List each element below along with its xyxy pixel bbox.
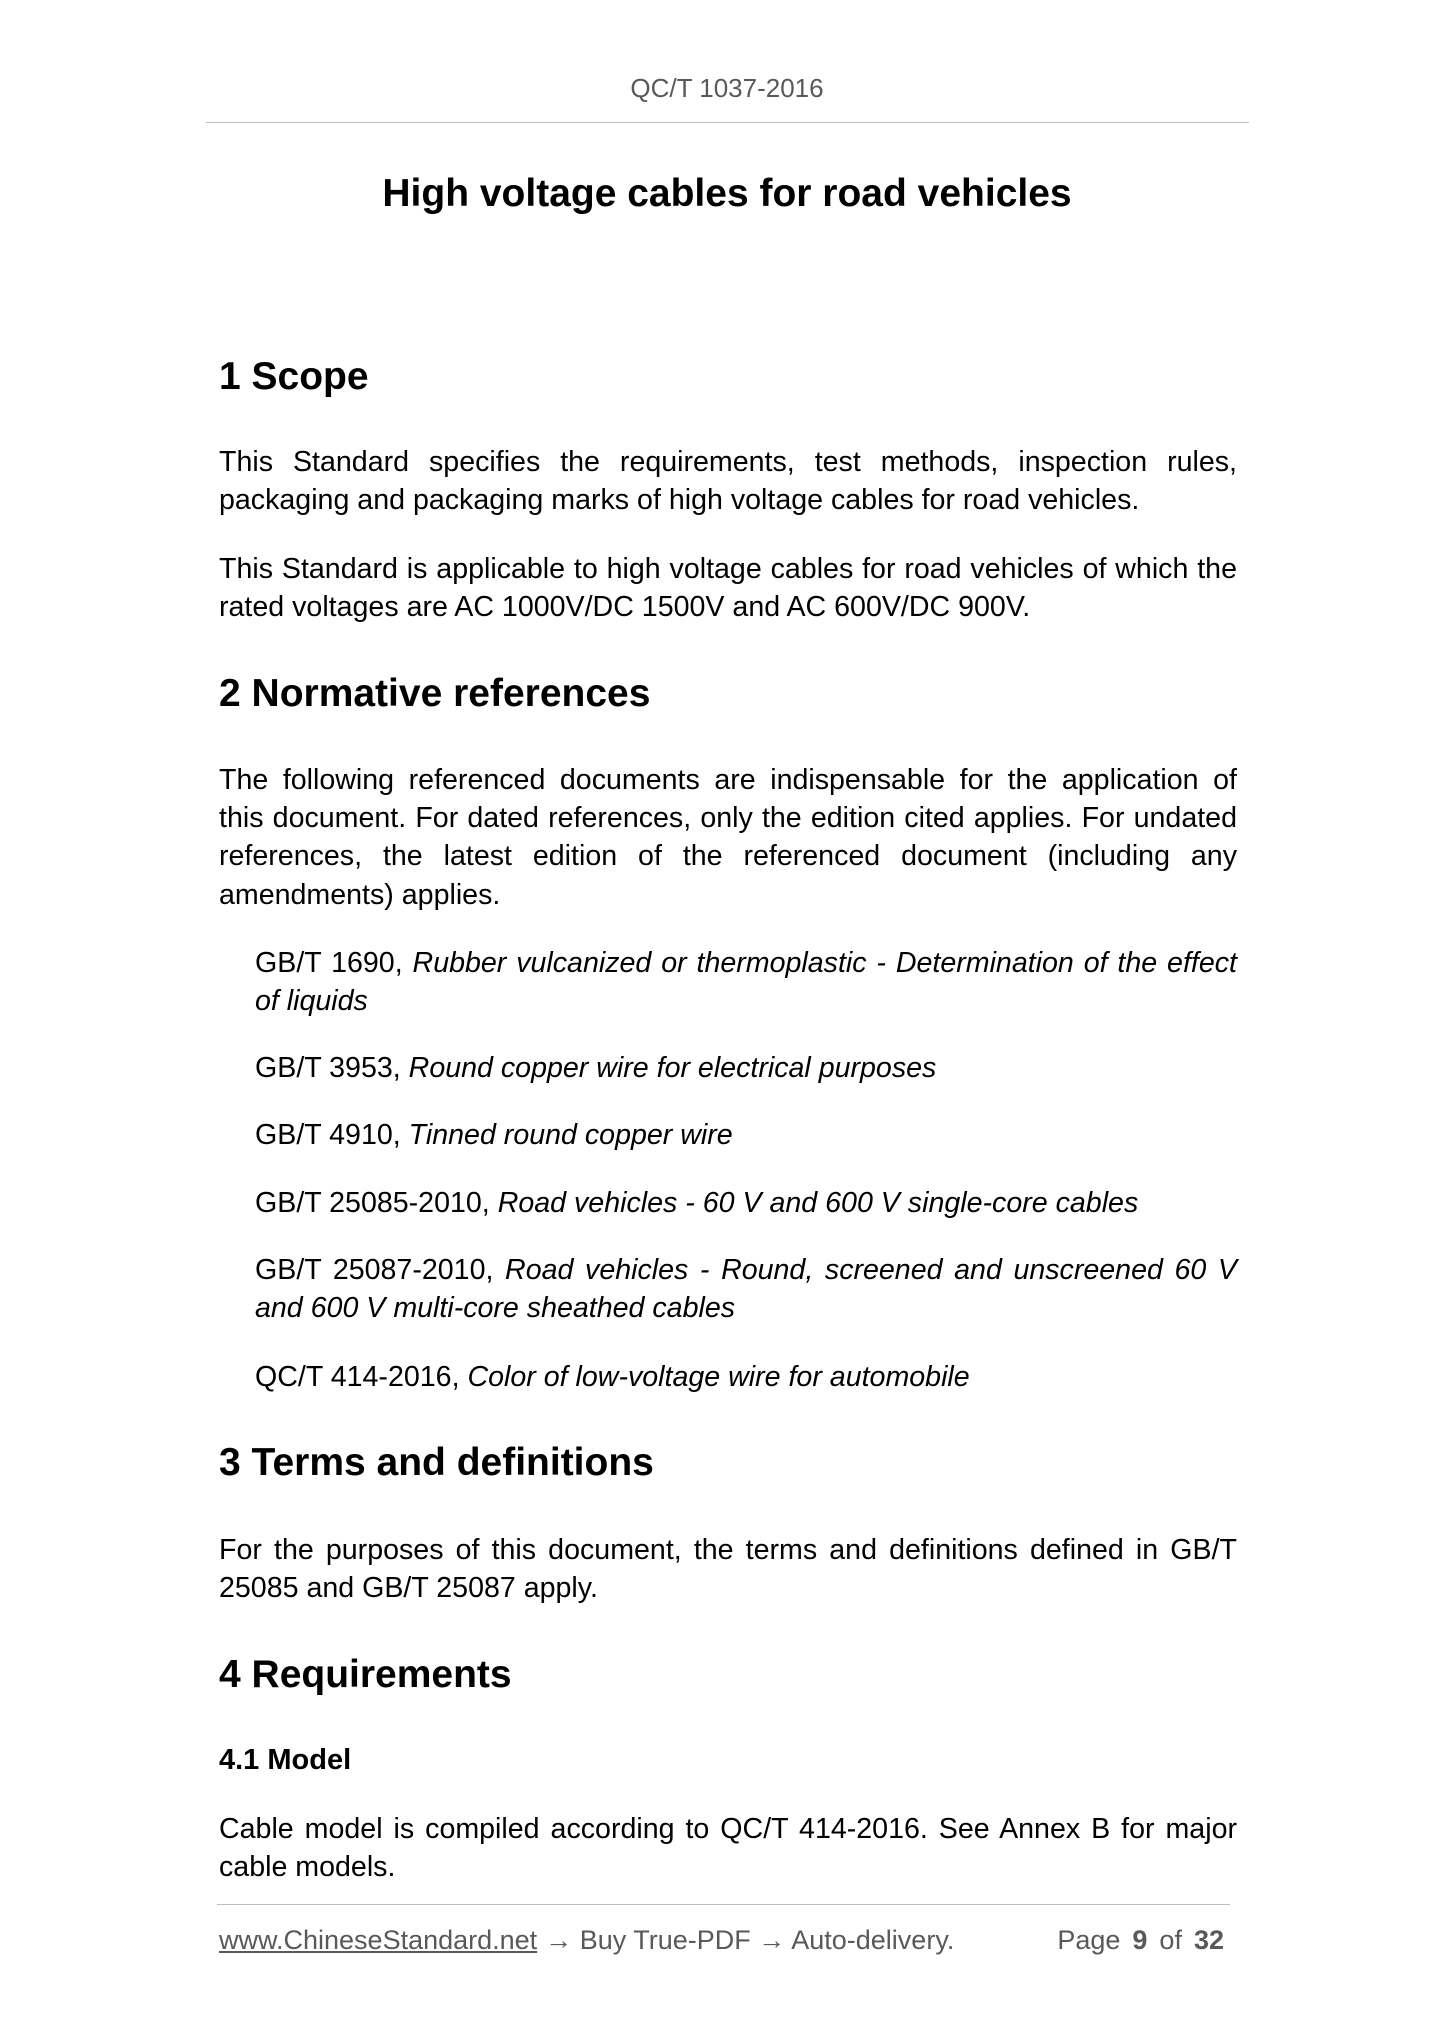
reference-title: Road vehicles - Round, screened and unscreened 60 V and 600 V multi-core sheathed cables xyxy=(255,1254,1237,1325)
running-header-doc-code: QC/T 1037-2016 xyxy=(630,73,824,103)
paragraph-line: rated voltages are AC 1000V/DC 1500V and AC 600V/DC 900V. xyxy=(219,591,1031,624)
reference-item xyxy=(255,1358,1237,1396)
reference-item xyxy=(255,1049,1237,1087)
reference-title: Round copper wire for electrical purposes xyxy=(408,1052,937,1084)
paragraph-line: The following referenced documents are indispensable for the application of xyxy=(219,764,1237,796)
header-rule xyxy=(206,122,1249,123)
section-heading-requirements: 4 Requirements xyxy=(219,1653,512,1696)
paragraph-line: references, the latest edition of the referenced document (including any xyxy=(219,840,1237,873)
total-pages: 32 xyxy=(1193,1925,1224,1955)
reference-title: Tinned round copper wire xyxy=(408,1119,733,1151)
section-heading-normative-references: 2 Normative references xyxy=(219,672,651,715)
model-paragraph xyxy=(219,1810,1237,1886)
paragraph-line: this document. For dated references, only the edition cited applies. For undated xyxy=(219,802,1237,835)
scope-paragraph-2 xyxy=(219,550,1237,626)
reference-item xyxy=(255,1184,1237,1222)
paragraph-line: Cable model is compiled according to QC/T 414-2016. See Annex B for major xyxy=(219,1813,1237,1845)
website-link[interactable]: www.ChineseStandard.net xyxy=(219,1925,538,1955)
page-number: 9 xyxy=(1132,1925,1148,1955)
page-of-label: of xyxy=(1159,1925,1182,1955)
page-label: Page xyxy=(1057,1925,1121,1955)
reference-code: QC/T 414-2016, xyxy=(255,1361,460,1393)
scope-paragraph-1 xyxy=(219,443,1237,519)
footer-promo xyxy=(219,1923,954,1957)
footer-tagline: → Buy True-PDF → Auto-delivery. xyxy=(545,1925,955,1955)
reference-item xyxy=(255,944,1237,1020)
reference-title: Rubber vulcanized or thermoplastic - Determination of the effect of liquids xyxy=(255,947,1237,1018)
document-title: High voltage cables for road vehicles xyxy=(382,172,1072,215)
reference-code: GB/T 4910, xyxy=(255,1119,401,1151)
reference-code: GB/T 3953, xyxy=(255,1052,401,1084)
paragraph-line: For the purposes of this document, the terms and definitions defined in GB/T xyxy=(219,1534,1237,1566)
paragraph-line: This Standard specifies the requirements, test methods, inspection rules, xyxy=(219,446,1237,478)
section-heading-scope: 1 Scope xyxy=(219,355,369,398)
reference-code: GB/T 25087-2010, xyxy=(255,1254,494,1286)
footer-rule xyxy=(217,1904,1230,1905)
paragraph-line: amendments) applies. xyxy=(219,878,501,911)
reference-item xyxy=(255,1116,1237,1154)
reference-item xyxy=(255,1251,1237,1327)
page-counter xyxy=(1057,1923,1224,1957)
reference-code: GB/T 25085-2010, xyxy=(255,1187,490,1219)
paragraph-line: packaging and packaging marks of high voltage cables for road vehicles. xyxy=(219,484,1140,517)
normative-paragraph xyxy=(219,761,1237,914)
reference-title: Color of low-voltage wire for automobile xyxy=(467,1361,970,1393)
reference-title: Road vehicles - 60 V and 600 V single-core cables xyxy=(497,1187,1139,1219)
terms-paragraph xyxy=(219,1531,1237,1607)
paragraph-line: 25085 and GB/T 25087 apply. xyxy=(219,1572,598,1605)
reference-code: GB/T 1690, xyxy=(255,947,403,979)
subsection-heading-model: 4.1 Model xyxy=(219,1744,352,1776)
section-heading-terms-and-definitions: 3 Terms and definitions xyxy=(219,1441,654,1484)
paragraph-line: This Standard is applicable to high voltage cables for road vehicles of which the xyxy=(219,553,1237,585)
paragraph-line: cable models. xyxy=(219,1851,396,1884)
